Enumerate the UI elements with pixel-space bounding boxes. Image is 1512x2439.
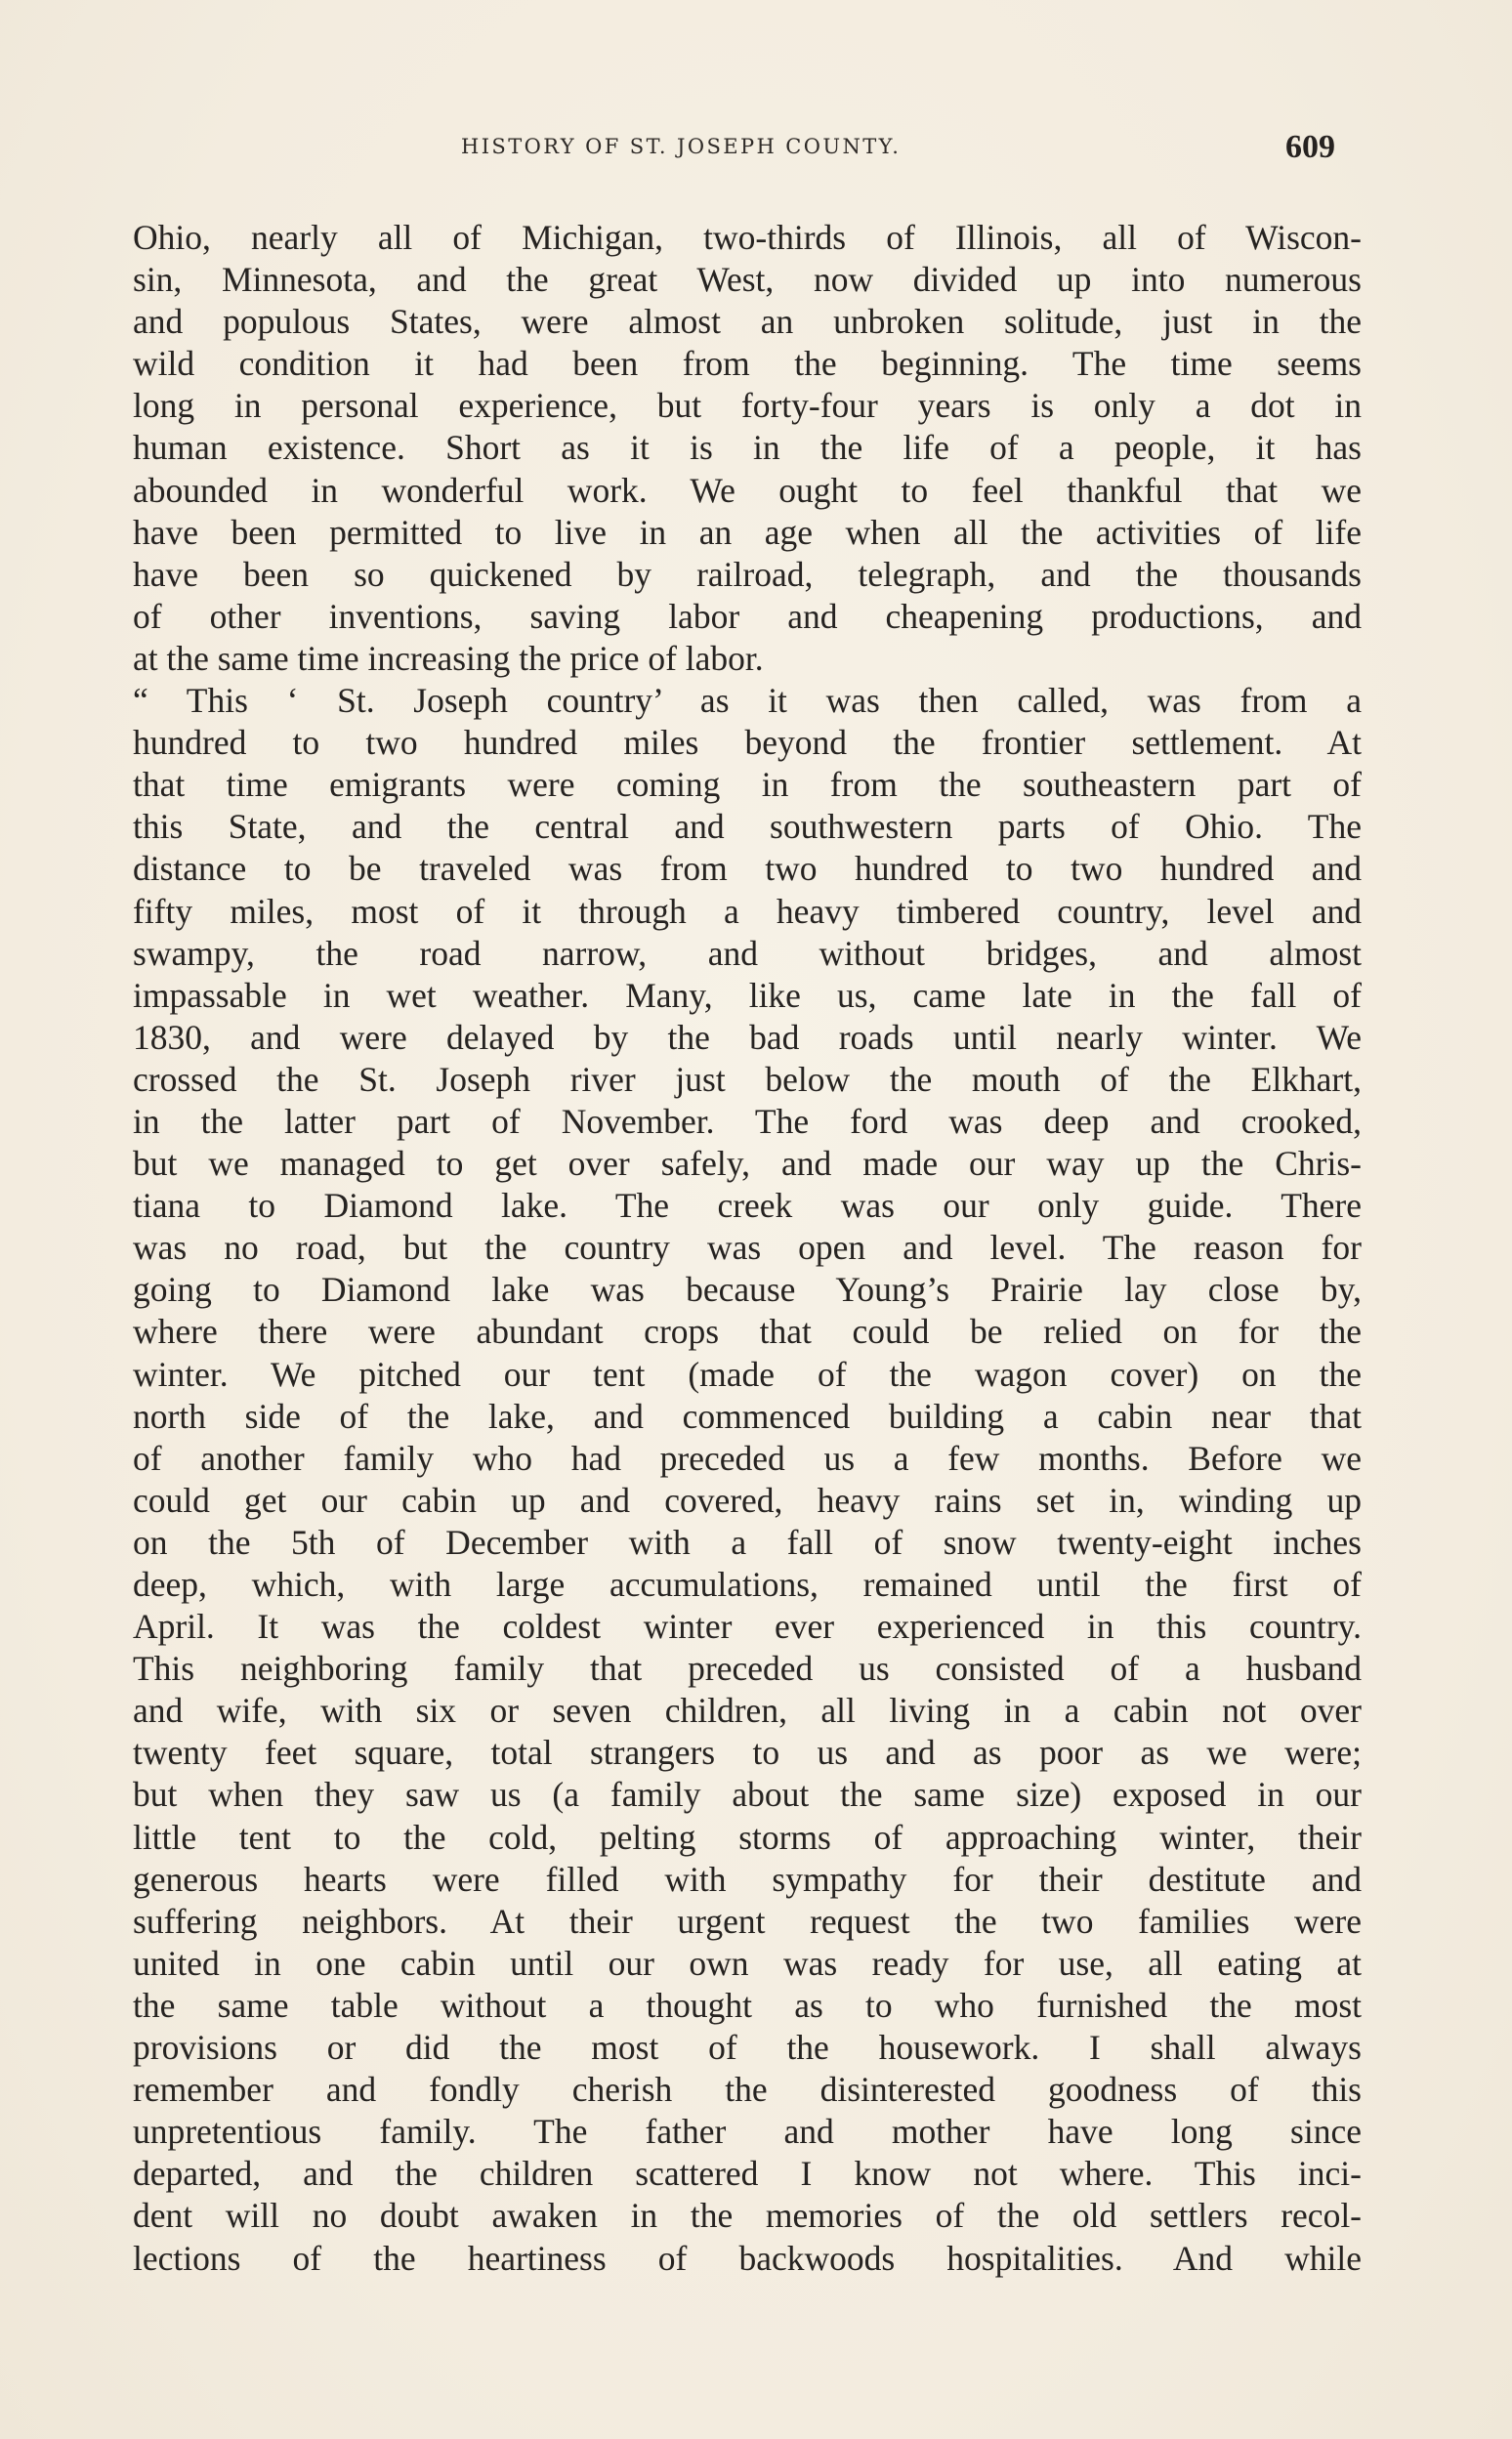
text-line: winter. We pitched our tent (made of the wagon cover) on the <box>133 1354 1362 1394</box>
text-line: dent will no doubt awaken in the memories of the old settlers recol- <box>133 2196 1362 2236</box>
text-line: fifty miles, most of it through a heavy timbered country, level and <box>133 891 1362 931</box>
text-line: have been so quickened by railroad, telegraph, and the thousands <box>133 554 1362 594</box>
text-line: was no road, but the country was open and level. The reason for <box>133 1228 1362 1268</box>
text-line: tiana to Diamond lake. The creek was our only guide. There <box>133 1186 1362 1226</box>
text-line: going to Diamond lake was because Young’s Prairie lay close by, <box>133 1270 1362 1310</box>
text-line: have been permitted to live in an age when all the activities of life <box>133 512 1362 552</box>
text-line: long in personal experience, but forty-four years is only a dot in <box>133 386 1362 426</box>
text-line: hundred to two hundred miles beyond the frontier settlement. At <box>133 723 1362 763</box>
paragraph-start-line: “ This ‘ St. Joseph country’ as it was then called, was from a <box>133 681 1362 721</box>
text-line: abounded in wonderful work. We ought to feel thankful that we <box>133 470 1362 510</box>
text-line: north side of the lake, and commenced building a cabin near that <box>133 1396 1362 1436</box>
text-line: but we managed to get over safely, and made our way up the Chris- <box>133 1144 1362 1184</box>
text-line: could get our cabin up and covered, heavy rains set in, winding up <box>133 1480 1362 1520</box>
text-line: but when they saw us (a family about the same size) exposed in our <box>133 1775 1362 1815</box>
text-line: 1830, and were delayed by the bad roads until nearly winter. We <box>133 1017 1362 1057</box>
text-line: impassable in wet weather. Many, like us, came late in the fall of <box>133 975 1362 1015</box>
text-line: remember and fondly cherish the disinterested goodness of this <box>133 2070 1362 2110</box>
paragraph-end-line: at the same time increasing the price of labor. <box>133 638 764 678</box>
text-line: and populous States, were almost an unbroken solitude, just in the <box>133 302 1362 342</box>
text-line: deep, which, with large accumulations, remained until the first of <box>133 1565 1362 1604</box>
text-line: little tent to the cold, pelting storms of approaching winter, their <box>133 1817 1362 1857</box>
text-line: in the latter part of November. The ford was deep and crooked, <box>133 1101 1362 1141</box>
text-line: Ohio, nearly all of Michigan, two-thirds of Illinois, all of Wiscon- <box>133 218 1362 257</box>
text-line: wild condition it had been from the beginning. The time seems <box>133 344 1362 384</box>
text-line: swampy, the road narrow, and without bridges, and almost <box>133 933 1362 973</box>
body-text <box>133 217 1362 2280</box>
text-line: unpretentious family. The father and mother have long since <box>133 2112 1362 2152</box>
text-line: this State, and the central and southwestern parts of Ohio. The <box>133 807 1362 847</box>
text-line: lections of the heartiness of backwoods hospitalities. And while <box>133 2238 1362 2278</box>
text-line: provisions or did the most of the housework. I shall always <box>133 2028 1362 2068</box>
text-line: where there were abundant crops that could be relied on for the <box>133 1312 1362 1352</box>
text-line: and wife, with six or seven children, all living in a cabin not over <box>133 1691 1362 1731</box>
running-head: HISTORY OF ST. JOSEPH COUNTY. <box>461 135 902 158</box>
text-line: This neighboring family that preceded us consisted of a husband <box>133 1649 1362 1689</box>
text-line: united in one cabin until our own was ready for use, all eating at <box>133 1943 1362 1983</box>
text-line: human existence. Short as it is in the life of a people, it has <box>133 428 1362 468</box>
text-line: twenty feet square, total strangers to us and as poor as we were; <box>133 1733 1362 1773</box>
text-line: that time emigrants were coming in from the southeastern part of <box>133 765 1362 805</box>
text-line: sin, Minnesota, and the great West, now divided up into numerous <box>133 260 1362 300</box>
text-line: crossed the St. Joseph river just below the mouth of the Elkhart, <box>133 1059 1362 1099</box>
text-line: April. It was the coldest winter ever experienced in this country. <box>133 1607 1362 1647</box>
text-line: the same table without a thought as to who furnished the most <box>133 1985 1362 2025</box>
text-line: on the 5th of December with a fall of snow twenty-eight inches <box>133 1522 1362 1562</box>
text-line: of other inventions, saving labor and cheapening productions, and <box>133 596 1362 636</box>
text-line: suffering neighbors. At their urgent request the two families were <box>133 1901 1362 1941</box>
text-line: generous hearts were filled with sympathy for their destitute and <box>133 1859 1362 1899</box>
text-line: of another family who had preceded us a few months. Before we <box>133 1438 1362 1478</box>
page-number: 609 <box>1285 129 1335 165</box>
text-line: distance to be traveled was from two hundred to two hundred and <box>133 849 1362 889</box>
text-line: departed, and the children scattered I know not where. This inci- <box>133 2154 1362 2194</box>
